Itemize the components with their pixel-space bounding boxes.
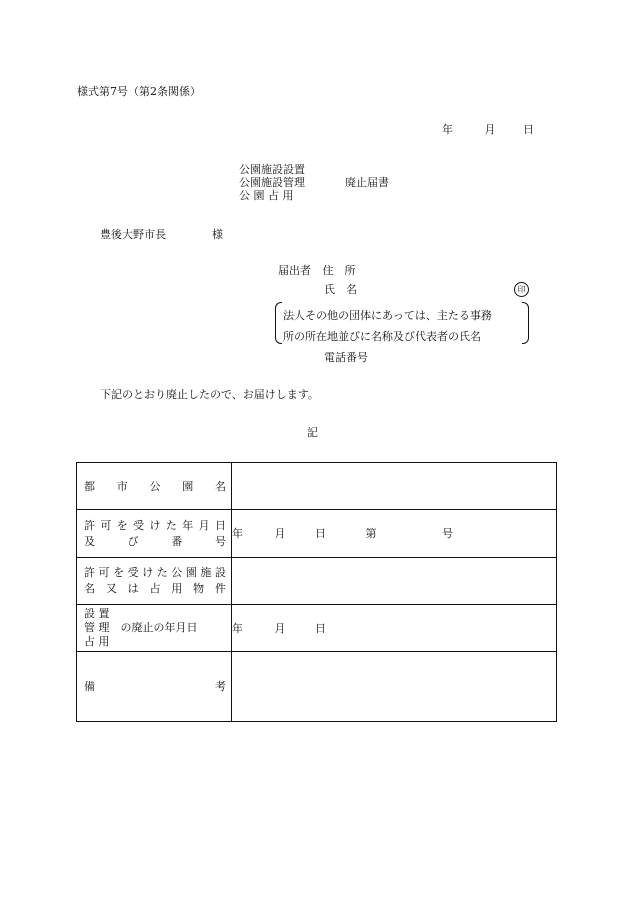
form-number: 様式第7号（第2条関係） [77,85,201,98]
addressee [100,229,223,240]
page-title: 廃止届書 [345,176,389,189]
permit-day-label: 日 [315,527,326,540]
applicant-label: 届出者 [278,264,311,277]
title-option-occupy: 公 園 占 用 [239,189,294,202]
phone-label: 電話番号 [324,351,368,364]
title-options [239,163,305,202]
name-label: 氏 名 [324,283,357,296]
addressee-name: 豊後大野市長 [100,228,166,241]
abolish-day-label: 日 [315,621,326,635]
abolish-date-label [77,605,232,652]
abolish-year-label: 年 [232,621,243,635]
date-line [442,124,534,135]
title-option-establish: 公園施設設置 [239,163,305,176]
date-year-label: 年 [442,123,453,136]
addressee-honorific: 様 [212,228,223,241]
abolish-label-line1: 設 置 [84,607,110,620]
permit-dai-label: 第 [365,527,377,540]
corporate-note-line2: 所の所在地並びに名称及び代表者の氏名 [283,330,481,343]
abolish-label-line3: 占 用 [84,635,110,648]
facility-name-value[interactable] [232,558,557,605]
details-table [76,462,557,722]
park-name-label-text: 都 市 公 園 名 [84,479,226,493]
permit-month-label: 月 [274,527,286,540]
park-name-value[interactable] [232,463,557,510]
seal-mark-icon: 印 [514,282,529,297]
ki-heading: 記 [307,426,318,439]
permit-year-label: 年 [232,527,243,540]
date-month-label: 月 [484,123,496,136]
permit-date-label: 許 可 を 受 け た 年 月 日 及 び 番 号 [77,510,232,558]
permit-go-label: 号 [442,527,453,540]
intro-text: 下記のとおり廃止したので、お届けします。 [100,388,319,401]
abolish-month-label: 月 [274,621,286,635]
abolish-label-line2: 管 理 の廃止の年月日 [84,621,198,634]
corporate-note-line1: 法人その他の団体にあっては、主たる事務 [283,309,492,322]
title-option-manage: 公園施設管理 [239,176,305,189]
remarks-value[interactable] [232,652,557,722]
table-row [77,652,557,722]
permit-date-value[interactable] [232,510,557,558]
table-row [77,463,557,510]
table-row [77,510,557,558]
park-name-label [77,463,232,510]
corporate-note [283,305,492,347]
remarks-label: 備 考 [77,652,232,722]
applicant-address-line [278,265,356,276]
left-bracket [275,302,282,344]
address-label: 住 所 [322,264,356,277]
facility-name-label: 許 可 を 受 け た 公 園 施 設 名 又 は 占 用 物 件 [77,558,232,605]
date-day-label: 日 [523,123,534,136]
right-bracket [522,302,529,344]
table-row [77,558,557,605]
table-row [77,605,557,652]
abolish-date-value[interactable] [232,605,557,652]
